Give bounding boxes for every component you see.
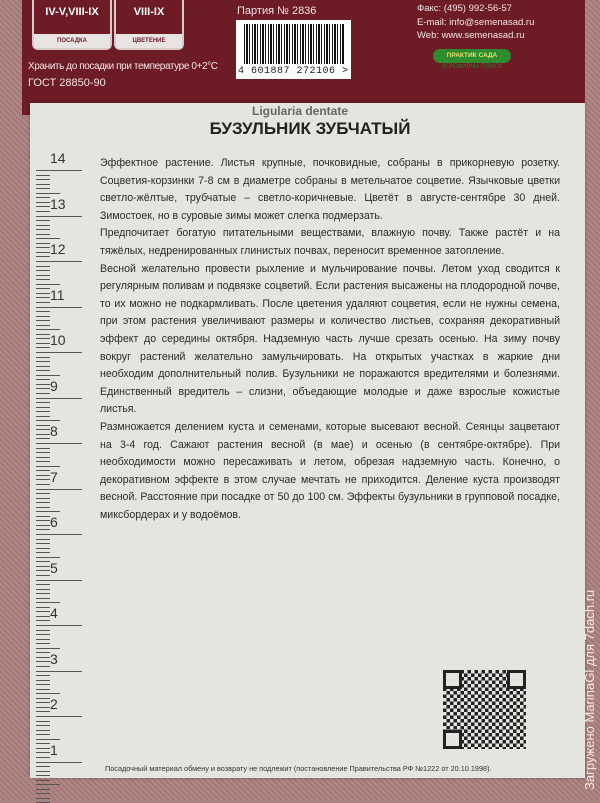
watermark: Загружено MarinaGl для 7dach.ru <box>582 589 597 790</box>
ruler-tick <box>36 475 50 476</box>
ruler-tick <box>36 429 50 430</box>
ruler-tick <box>36 757 50 758</box>
ruler-number: 7 <box>50 468 58 485</box>
ruler-tick <box>36 730 50 731</box>
ruler-tick <box>36 220 50 221</box>
ruler-tick <box>36 479 50 480</box>
packet-header-band <box>22 0 585 115</box>
ruler-tick <box>36 466 60 467</box>
ruler-tick <box>36 666 50 667</box>
ruler-tick <box>36 347 50 348</box>
ruler-number: 14 <box>50 150 66 166</box>
ruler-tick <box>36 620 50 621</box>
ruler-tick <box>36 375 60 376</box>
barcode <box>236 20 351 79</box>
flowering-months: VIII-IX <box>133 6 165 18</box>
ruler-tick <box>36 425 50 426</box>
ruler-number: 11 <box>50 286 65 303</box>
ruler-tick <box>36 206 50 207</box>
planting-label: ПОСАДКА <box>34 34 110 48</box>
flowering-box <box>114 0 184 50</box>
ruler-tick <box>36 752 50 753</box>
latin-name: Ligularia dentate <box>251 104 349 118</box>
ruler-tick <box>36 270 50 271</box>
ruler-tick <box>36 388 50 389</box>
ruler-tick <box>36 398 82 399</box>
ruler-number: 2 <box>50 696 58 712</box>
ruler-tick <box>36 516 50 517</box>
ruler-tick <box>36 175 50 176</box>
ruler-tick <box>36 552 50 553</box>
ruler-number: 8 <box>50 423 58 439</box>
ruler-tick <box>36 307 82 308</box>
ruler-number: 13 <box>50 195 66 212</box>
ruler-tick <box>36 589 50 590</box>
ruler-tick <box>36 416 50 417</box>
ruler-tick <box>36 702 50 703</box>
ruler-tick <box>36 616 50 617</box>
ruler-tick <box>36 252 50 253</box>
ruler-tick <box>36 197 50 198</box>
gost-text: ГОСТ 28850-90 <box>28 77 106 89</box>
ruler-tick <box>36 580 82 581</box>
storage-text: Хранить до посадки при температуре 0+2°С <box>28 61 218 72</box>
ruler-tick <box>36 721 50 722</box>
ruler-tick <box>36 261 82 262</box>
ruler-tick <box>36 561 50 562</box>
ruler-tick <box>36 338 50 339</box>
ruler-tick <box>36 684 50 685</box>
ruler-number: 4 <box>50 605 58 621</box>
planting-months: IV-V,VIII-IX <box>45 6 99 18</box>
ruler-tick <box>36 470 50 471</box>
batch-number: Партия № 2836 <box>237 5 317 17</box>
brand-subtitle: АГРОФИРМА ПОИСК <box>441 64 503 70</box>
ruler-number: 10 <box>50 332 66 348</box>
ruler-tick <box>36 725 50 726</box>
ruler-tick <box>36 534 82 535</box>
ruler-tick <box>36 734 50 735</box>
ruler-tick <box>36 366 50 367</box>
web-text: Web: www.semenasad.ru <box>417 30 525 41</box>
ruler-tick <box>36 502 50 503</box>
ruler-tick <box>36 570 50 571</box>
ruler-tick <box>36 343 50 344</box>
ruler <box>0 120 82 800</box>
ruler-tick <box>36 225 50 226</box>
ruler-tick <box>36 652 50 653</box>
ruler-tick <box>36 593 50 594</box>
barcode-bars <box>244 24 344 64</box>
ruler-tick <box>36 789 50 790</box>
legal-footer: Посадочный материал обмену и возврату не подлежит (постановление Правительства РФ №1222 от 20.10.1998). <box>105 764 492 773</box>
ruler-tick <box>36 379 50 380</box>
ruler-tick <box>36 266 50 267</box>
ruler-tick <box>36 320 50 321</box>
ruler-tick <box>36 238 60 239</box>
ruler-tick <box>36 548 50 549</box>
ruler-tick <box>36 693 60 694</box>
ruler-tick <box>36 316 50 317</box>
flowering-label: ЦВЕТЕНИЕ <box>116 34 182 48</box>
description-paragraph: Весной желательно провести рыхление и мульчирование почвы. Летом уход сводится к регулярным поливам и подвязке соцветий. Если растения высажены на плодородной почве, то их можно не подкармливать. После цветения удаляют соцветия, если не нужны семена, при этом растения увеличивают размеры и количество листьев, сохраняя декоративный эффект до середины октября. Надземную часть лучше срезать осенью. На зиму почву вокруг растений желательно замульчировать. На открытых участках в жаркие дни необходим дополнительный полив. Бузульники не поражаются вредителями и болезнями. Единственный вредитель – слизни, объедающие молодые и даже взрослые кожистые листья. <box>100 262 560 416</box>
ruler-tick <box>36 798 50 799</box>
ruler-tick <box>36 607 50 608</box>
ruler-tick <box>36 525 50 526</box>
ruler-tick <box>36 602 60 603</box>
ruler-tick <box>36 411 50 412</box>
ruler-tick <box>36 243 50 244</box>
ruler-tick <box>36 584 50 585</box>
ruler-tick <box>36 407 50 408</box>
barcode-number: 4 601887 272106 > <box>238 66 349 77</box>
ruler-tick <box>36 484 50 485</box>
ruler-tick <box>36 520 50 521</box>
ruler-tick <box>36 202 50 203</box>
ruler-tick <box>36 529 50 530</box>
ruler-tick <box>36 234 50 235</box>
ruler-tick <box>36 507 50 508</box>
ruler-tick <box>36 671 82 672</box>
ruler-tick <box>36 575 50 576</box>
ruler-tick <box>36 384 50 385</box>
description-paragraph: Предпочитает богатую питательными веществами, влажную почву. Также растёт и на тяжёлых, недренированных глинистых почвах, переносит временное затопление. <box>100 227 560 257</box>
ruler-tick <box>36 370 50 371</box>
plant-title: БУЗУЛЬНИК ЗУБЧАТЫЙ <box>209 119 411 138</box>
ruler-tick <box>36 493 50 494</box>
ruler-tick <box>36 452 50 453</box>
ruler-number: 3 <box>50 650 58 667</box>
ruler-tick <box>36 457 50 458</box>
ruler-tick <box>36 443 82 444</box>
ruler-tick <box>36 438 50 439</box>
ruler-tick <box>36 448 50 449</box>
ruler-tick <box>36 711 50 712</box>
ruler-tick <box>36 543 50 544</box>
ruler-tick <box>36 657 50 658</box>
ruler-tick <box>36 357 50 358</box>
ruler-tick <box>36 247 50 248</box>
ruler-tick <box>36 643 50 644</box>
ruler-tick <box>36 689 50 690</box>
ruler-number: 12 <box>50 241 66 257</box>
ruler-tick <box>36 275 50 276</box>
ruler-tick <box>36 748 50 749</box>
ruler-tick <box>36 170 82 171</box>
ruler-tick <box>36 766 50 767</box>
ruler-tick <box>36 739 60 740</box>
ruler-tick <box>36 784 60 785</box>
ruler-tick <box>36 557 60 558</box>
ruler-tick <box>36 279 50 280</box>
ruler-tick <box>36 325 50 326</box>
ruler-tick <box>36 762 82 763</box>
ruler-tick <box>36 598 50 599</box>
ruler-tick <box>36 420 60 421</box>
ruler-tick <box>36 625 82 626</box>
ruler-tick <box>36 393 50 394</box>
ruler-tick <box>36 329 60 330</box>
ruler-tick <box>36 288 50 289</box>
ruler-tick <box>36 630 50 631</box>
ruler-tick <box>36 434 50 435</box>
brand-logo: ПРАКТИК САДА <box>433 49 511 63</box>
ruler-tick <box>36 193 60 194</box>
ruler-tick <box>36 648 60 649</box>
ruler-tick <box>36 216 82 217</box>
ruler-tick <box>36 188 50 189</box>
ruler-tick <box>36 334 50 335</box>
ruler-tick <box>36 229 50 230</box>
ruler-tick <box>36 211 50 212</box>
ruler-tick <box>36 302 50 303</box>
ruler-tick <box>36 311 50 312</box>
ruler-tick <box>36 511 60 512</box>
description-paragraph: Эффектное растение. Листья крупные, почковидные, собраны в прикорневую розетку. Соцветия-корзинки 7-8 см в диаметре собраны в метельчатое соцветие. Язычковые цветки светло-жёлтые, трубчатые – светло-коричневые. Цветёт в августе-сентябре 30 дней. Зимостоек, но в суровые зимы может слегка подмерзать. <box>100 157 560 222</box>
ruler-tick <box>36 402 50 403</box>
ruler-tick <box>36 780 50 781</box>
ruler-tick <box>36 771 50 772</box>
ruler-tick <box>36 775 50 776</box>
ruler-tick <box>36 179 50 180</box>
ruler-tick <box>36 256 50 257</box>
description <box>100 155 560 524</box>
ruler-number: 5 <box>50 559 58 576</box>
ruler-tick <box>36 716 82 717</box>
ruler-tick <box>36 352 82 353</box>
ruler-number: 9 <box>50 377 58 394</box>
ruler-tick <box>36 698 50 699</box>
ruler-tick <box>36 634 50 635</box>
ruler-tick <box>36 361 50 362</box>
ruler-tick <box>36 675 50 676</box>
ruler-tick <box>36 461 50 462</box>
ruler-tick <box>36 489 82 490</box>
ruler-tick <box>36 639 50 640</box>
fax-text: Факс: (495) 992-56-57 <box>417 3 512 14</box>
ruler-tick <box>36 284 60 285</box>
ruler-tick <box>36 680 50 681</box>
ruler-tick <box>36 184 50 185</box>
ruler-tick <box>36 539 50 540</box>
ruler-tick <box>36 498 50 499</box>
qr-code <box>443 670 526 749</box>
ruler-number: 1 <box>50 741 58 758</box>
email-text: E-mail: info@semenasad.ru <box>417 17 535 28</box>
ruler-tick <box>36 566 50 567</box>
description-paragraph: Размножается делением куста и семенами, которые высевают весной. Сеянцы зацветают на 3-4 год. Сажают растения весной (в мае) и осенью (в сентябре-октябре). При необходимости можно пересаживать и летом, обрезая надземную часть. Конечно, о декоративном эффекте в этом случае мечтать не приходится. Деление куста производят весной. Расстояние при посадке от 50 до 100 см. Эффекты бузульники в групповой посадке, миксбордерах и у водоёмов. <box>100 420 560 521</box>
ruler-tick <box>36 707 50 708</box>
ruler-tick <box>36 793 50 794</box>
ruler-tick <box>36 293 50 294</box>
planting-box <box>32 0 112 50</box>
ruler-number: 6 <box>50 514 58 530</box>
ruler-tick <box>36 611 50 612</box>
ruler-tick <box>36 743 50 744</box>
ruler-tick <box>36 297 50 298</box>
ruler-tick <box>36 661 50 662</box>
